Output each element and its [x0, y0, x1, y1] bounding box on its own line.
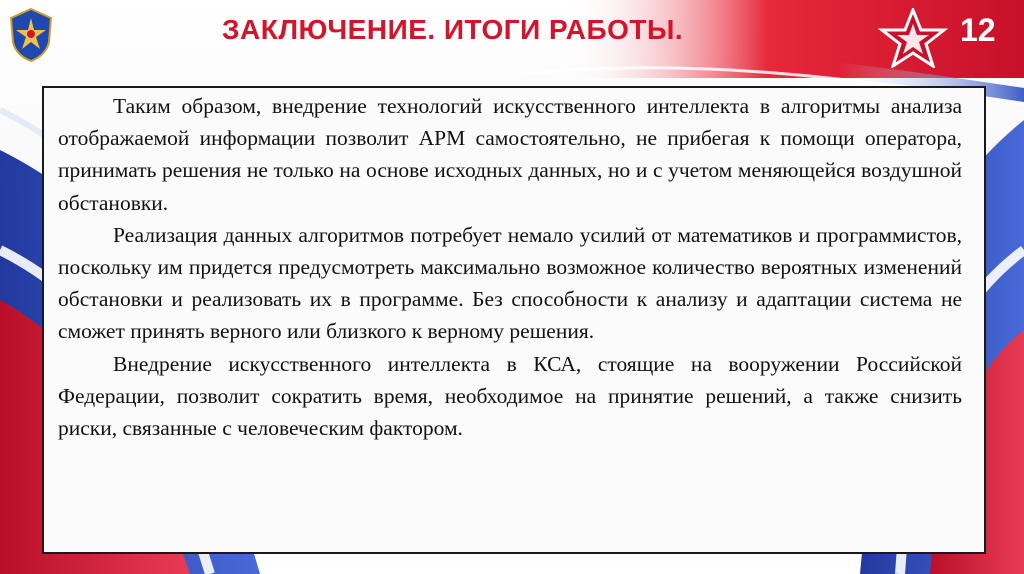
paragraph-2: Реализация данных алгоритмов потребует немало усилий от математиков и программистов, поскольку им придется предусмотреть максимально возможное количество вероятных изменений обстановки и реализовать их в программе. Без способности к анализу и адаптации система не сможет принять верного или близкого к верному решения.	[58, 222, 962, 344]
paragraph-3: Внедрение искусственного интеллекта в КСА, стоящие на вооружении Российской Федерации, позволит сократить время, необходимое на принятие решений, а также снизить риски, связанные с человеческим фактором.	[58, 351, 962, 441]
slide-title: ЗАКЛЮЧЕНИЕ. ИТОГИ РАБОТЫ.	[222, 14, 684, 45]
red-star-icon	[878, 8, 948, 68]
conclusion-text-box	[42, 86, 986, 554]
page-number: 12	[960, 12, 996, 48]
emblem-icon	[4, 6, 58, 64]
paragraph-1: Таким образом, внедрение технологий искусственного интеллекта в алгоритмы анализа отображаемой информации позволит АРМ самостоятельно, не прибегая к помощи оператора, принимать решения не только на основе исходных данных, но и с учетом меняющейся воздушной обстановки.	[58, 94, 962, 215]
slide-header	[0, 0, 1024, 80]
